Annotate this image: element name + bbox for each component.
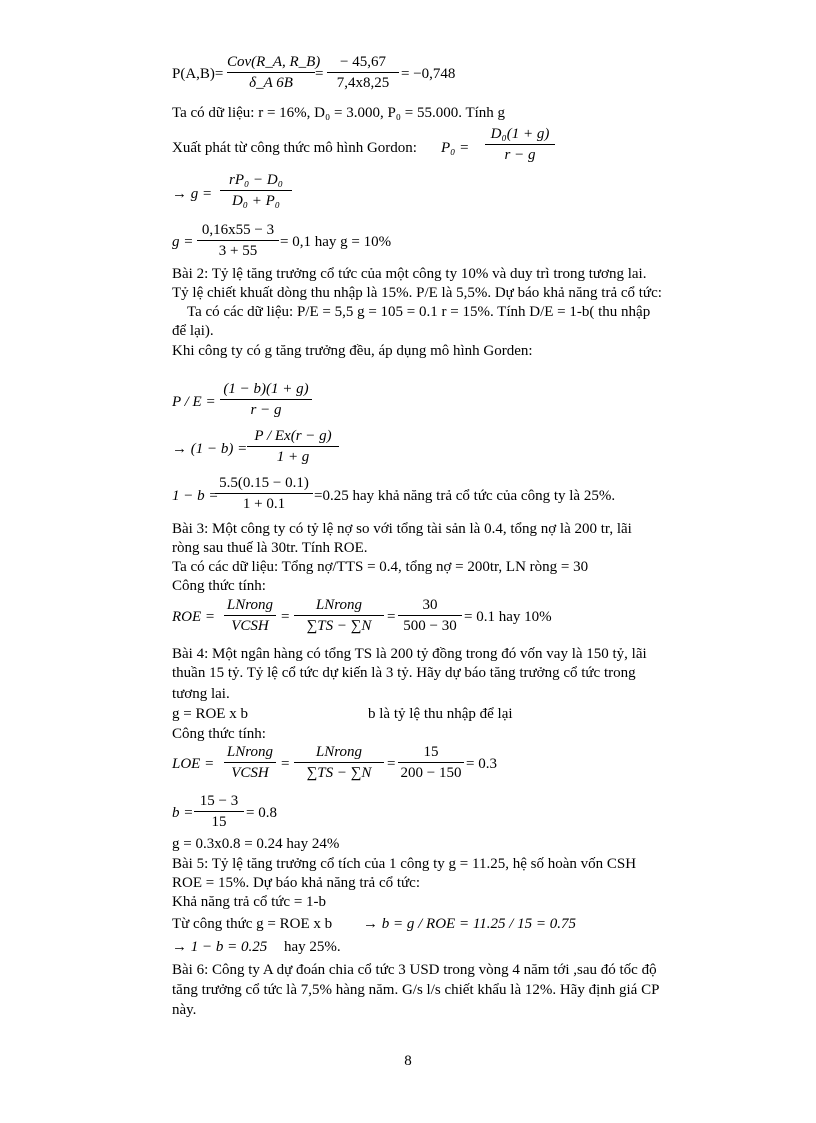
pe-num: (1 − b)(1 + g) bbox=[223, 381, 309, 397]
bai5-line-3: Khả năng trả cổ tức = 1-b bbox=[172, 894, 327, 910]
g-formula-den: D₀ + P₀ bbox=[231, 193, 281, 209]
bai3-line-4: Công thức tính: bbox=[172, 578, 266, 594]
gordon-fraction bbox=[485, 126, 555, 164]
onemb-calc-fraction bbox=[215, 475, 313, 513]
bai4-line-1: Bài 4: Một ngân hàng có tổng TS là 200 tỷ đồng trong đó vốn vay là 150 tỷ, lãi bbox=[172, 646, 647, 662]
g-calc-den: 3 + 55 bbox=[218, 243, 258, 259]
g-calc-result: = 0,1 hay g = 10% bbox=[280, 234, 392, 250]
loe-den-3: 200 − 150 bbox=[400, 765, 462, 781]
roe-fraction-3 bbox=[398, 597, 462, 635]
loe-num-3: 15 bbox=[423, 744, 439, 760]
pe-den: r − g bbox=[250, 402, 282, 418]
loe-result: = 0.3 bbox=[466, 756, 497, 772]
bai6-line-2: tăng trưởng cổ tức là 7,5% hàng năm. G/s l/s chiết khẩu là 12%. Hãy định giá CP bbox=[172, 982, 660, 998]
bai6-line-3: này. bbox=[172, 1002, 197, 1018]
loe-num-1: LNrong bbox=[226, 744, 274, 760]
g-formula-num: rP₀ − D₀ bbox=[229, 172, 283, 188]
bai2-line-3: Ta có các dữ liệu: P/E = 5,5 g = 105 = 0.1 r = 15%. Tính D/E = 1-b( thu nhập bbox=[187, 304, 651, 320]
bai5-line-4b: → b = g / ROE = 11.25 / 15 = 0.75 bbox=[363, 916, 576, 932]
roe-num-3: 30 bbox=[422, 597, 438, 613]
bai2-line-2: Tỷ lệ chiết khuất dòng thu nhập là 15%. P/E là 5,5%. Dự báo khả năng trả cổ tức: bbox=[172, 285, 662, 301]
bai3-line-2: ròng sau thuế là 30tr. Tính ROE. bbox=[172, 540, 368, 556]
b-calc-num: 15 − 3 bbox=[199, 793, 239, 809]
onemb-calc-num: 5.5(0.15 − 0.1) bbox=[219, 475, 309, 491]
onemb-den: 1 + g bbox=[276, 449, 310, 465]
b-calc-result: = 0.8 bbox=[246, 805, 277, 821]
roe-fraction-1 bbox=[224, 597, 276, 635]
loe-den-1: VCSH bbox=[231, 765, 269, 781]
loe-fraction-3 bbox=[398, 744, 464, 782]
loe-den-2: ∑TS − ∑N bbox=[306, 765, 372, 781]
onemb-lhs: → (1 − b) = bbox=[172, 441, 248, 457]
loe-eq-2: = bbox=[387, 756, 396, 772]
bai4-line-5: Công thức tính: bbox=[172, 726, 266, 742]
pab-eq: = bbox=[315, 66, 324, 82]
gordon-den: r − g bbox=[504, 147, 536, 163]
bai4-line-4a: g = ROE x b bbox=[172, 706, 248, 722]
g-calc-fraction bbox=[197, 222, 279, 260]
roe-eq: = bbox=[281, 609, 290, 625]
pab-num-1: Cov(R_A, R_B) bbox=[227, 54, 321, 70]
bai5-line-5a: → 1 − b = 0.25 bbox=[172, 939, 268, 955]
bai4-line-3: tương lai. bbox=[172, 686, 230, 702]
b-calc-den: 15 bbox=[211, 814, 227, 830]
pab-den-1: δ_A 6B bbox=[249, 75, 293, 91]
bai2-line-5: Khi công ty có g tăng trưởng đều, áp dụng mô hình Gorden: bbox=[172, 343, 533, 359]
pab-num-2: − 45,67 bbox=[340, 54, 386, 70]
onemb-calc-den: 1 + 0.1 bbox=[242, 496, 286, 512]
bai5-line-1: Bài 5: Tỷ lệ tăng trưởng cổ tích của 1 công ty g = 11.25, hệ số hoàn vốn CSH bbox=[172, 856, 637, 872]
onemb-calc-lhs: 1 − b = bbox=[172, 488, 219, 504]
g-formula-fraction bbox=[220, 172, 292, 210]
roe-den-3: 500 − 30 bbox=[403, 618, 457, 634]
b-calc-lhs: b = bbox=[172, 805, 194, 821]
roe-lhs: ROE = bbox=[172, 609, 216, 625]
bai5-line-4a: Từ công thức g = ROE x b bbox=[172, 916, 333, 932]
g-calc-num: 0,16x55 − 3 bbox=[201, 222, 275, 238]
roe-result: = 0.1 hay 10% bbox=[464, 609, 552, 625]
bai5-line-2: ROE = 15%. Dự báo khả năng trả cổ tức: bbox=[172, 875, 420, 891]
g-formula-lhs: → g = bbox=[172, 186, 213, 202]
onemb-calc-result: =0.25 hay khả năng trả cổ tức của công ty là 25%. bbox=[314, 488, 616, 504]
pab-lhs: P(A,B)= bbox=[172, 66, 224, 82]
bai4-line-2: thuần 15 tỷ. Tỷ lệ cổ tức dự kiến là 3 tỷ. Hãy dự báo tăng trưởng cổ tức trong bbox=[172, 665, 636, 681]
bai4-line-4b: b là tỷ lệ thu nhập để lại bbox=[368, 706, 513, 722]
roe-den-1: VCSH bbox=[231, 618, 269, 634]
bai2-line-1: Bài 2: Tỷ lệ tăng trưởng cổ tức của một công ty 10% và duy trì trong tương lai. bbox=[172, 266, 647, 282]
loe-fraction-1 bbox=[224, 744, 276, 782]
pab-fraction-1 bbox=[227, 54, 321, 92]
gordon-num: D₀(1 + g) bbox=[490, 126, 550, 142]
pab-result: = −0,748 bbox=[401, 66, 456, 82]
roe-num-2: LNrong bbox=[315, 597, 363, 613]
b-calc-fraction bbox=[194, 793, 244, 831]
roe-fraction-2 bbox=[294, 597, 384, 635]
gordon-lhs: P₀ = bbox=[441, 140, 470, 156]
loe-lhs: LOE = bbox=[172, 756, 215, 772]
loe-fraction-2 bbox=[294, 744, 384, 782]
bai3-line-1: Bài 3: Một công ty có tỷ lệ nợ so với tổng tài sản là 0.4, tổng nợ là 200 tr, lãi bbox=[172, 521, 632, 537]
roe-den-2: ∑TS − ∑N bbox=[306, 618, 372, 634]
bai3-line-3: Ta có các dữ liệu: Tổng nợ/TTS = 0.4, tổng nợ = 200tr, LN ròng = 30 bbox=[172, 559, 589, 575]
onemb-num: P / Ex(r − g) bbox=[254, 428, 332, 444]
loe-eq: = bbox=[281, 756, 290, 772]
roe-num-1: LNrong bbox=[226, 597, 274, 613]
bai6-line-1: Bài 6: Công ty A dự đoán chia cổ tức 3 USD trong vòng 4 năm tới ,sau đó tốc độ bbox=[172, 962, 657, 978]
bai5-line-5b: hay 25%. bbox=[284, 939, 341, 955]
pe-lhs: P / E = bbox=[172, 394, 216, 410]
bai2-line-4: để lại). bbox=[172, 323, 214, 339]
page-number: 8 bbox=[404, 1053, 412, 1069]
pab-den-2: 7,4x8,25 bbox=[336, 75, 390, 91]
roe-eq-2: = bbox=[387, 609, 396, 625]
pab-fraction-2 bbox=[327, 54, 399, 92]
pe-fraction bbox=[220, 381, 312, 419]
g-calc-lhs: g = bbox=[172, 234, 194, 250]
loe-num-2: LNrong bbox=[315, 744, 363, 760]
onemb-fraction bbox=[247, 428, 339, 466]
data-line-1: Ta có dữ liệu: r = 16%, D₀ = 3.000, P₀ = 55.000. Tính g bbox=[172, 105, 506, 121]
gordon-text: Xuất phát từ công thức mô hình Gordon: bbox=[172, 140, 417, 156]
g-result: g = 0.3x0.8 = 0.24 hay 24% bbox=[172, 836, 340, 852]
